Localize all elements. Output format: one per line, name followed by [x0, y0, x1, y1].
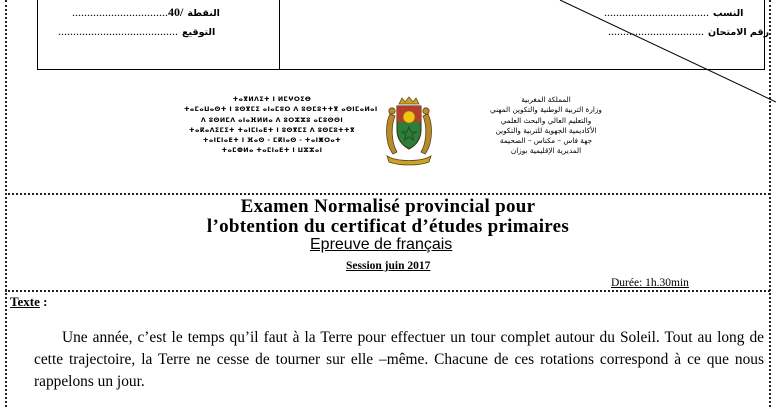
- tifinagh-line: ⴷ ⵓⵙⵍⵎⴷ ⴰⵏⴰⴼⵍⵍⴰ ⴷ ⵓⵔⵣⵣⵓ ⴰⵎⵓⵙⵙⵏ: [200, 116, 344, 124]
- exam-number-label: رقم الامتحان: [708, 27, 770, 38]
- arabic-line: والتعليم العالي والبحث العلمي: [500, 115, 592, 125]
- session-label: Session juin 2017: [346, 260, 431, 272]
- arabic-line: المملكة المغربية: [521, 95, 571, 104]
- exam-title: [38, 197, 738, 237]
- lineage-label: النسب: [713, 8, 744, 19]
- text-label-word: Texte: [10, 294, 40, 309]
- signature-label: التوقيع: [182, 27, 216, 38]
- exam-title-line-1: Examen Normalisé provincial pour: [240, 196, 536, 217]
- tifinagh-line: ⵜⴰⵎⵀⵍⴰ ⵜⴰⵎⵏⴰⴹⵜ ⵏ ⵡⵣⵣⴰⵏ: [221, 147, 323, 155]
- score-label: النقطة: [187, 8, 220, 19]
- exam-number-dots[interactable]: ................................: [608, 24, 704, 38]
- score-field: [72, 3, 220, 21]
- score-dots[interactable]: ................................: [72, 5, 168, 19]
- score-value: 40/: [168, 5, 184, 19]
- tifinagh-line: ⵜⴰⵎⴰⵡⴰⵙⵜ ⵏ ⵓⵙⴳⵎⵉ ⴰⵏⴰⵎⵓⵔ ⴷ ⵓⵙⵎⵓⵜⵜⴳ ⴰⵙⵏⵎⴰⵍⴰⵏ: [184, 106, 378, 114]
- lineage-field: [604, 3, 743, 21]
- tifinagh-line: ⵜⴰⵏⵎⵏⴰⴹⵜ ⵏ ⴼⴰⵙ - ⵎⴽⵏⴰⵙ - ⵜⴰⵏⵥⵔⴰⵜ: [202, 137, 342, 145]
- arabic-line: جهة فاس – مكناس – الصحيمة: [499, 136, 593, 146]
- tifinagh-line: ⵜⴰⴳⵍⴷⵉⵜ ⵏ ⵍⵎⵖⵔⵉⴱ: [232, 96, 312, 103]
- exam-title-line-2: l’obtention du certificat d’études primaires: [206, 216, 570, 237]
- duration-label: Durée: 1h.30min: [611, 277, 689, 289]
- tifinagh-institution-block: [184, 95, 378, 157]
- arabic-line: المديرية الإقليمية بوزان: [510, 146, 582, 156]
- signature-dots[interactable]: ........................................: [58, 24, 178, 38]
- reading-passage: Une année, c’est le temps qu’il faut à la Terre pour effectuer un tour complet autour du Soleil. Tout au long de cette trajectoire, la Terre ne cesse de tourner sur elle –même. Chacune de ces rotations correspond à ce que nous rappelons un jour.: [34, 329, 764, 390]
- exam-number-field: [608, 22, 769, 40]
- arabic-line: وزارة التربية الوطنية والتكوين المهني: [490, 105, 602, 115]
- text-label-colon: :: [39, 294, 48, 309]
- arabic-line: الأكاديمية الجهوية للتربية والتكوين: [495, 125, 597, 135]
- arabic-institution-block: [458, 95, 634, 157]
- tifinagh-line: ⵜⴰⴽⴰⴷⵉⵎⵉⵜ ⵜⴰⵏⵎⵏⴰⴹⵜ ⵏ ⵓⵙⴳⵎⵉ ⴷ ⵓⵙⵎⵓⵜⵜⴳ: [189, 126, 355, 134]
- moroccan-coat-of-arms-icon: [381, 96, 437, 168]
- subject-heading: Epreuve de français: [310, 236, 453, 253]
- lineage-dots[interactable]: ...................................: [604, 5, 709, 19]
- text-section-label: [10, 294, 47, 310]
- signature-field: [58, 22, 215, 40]
